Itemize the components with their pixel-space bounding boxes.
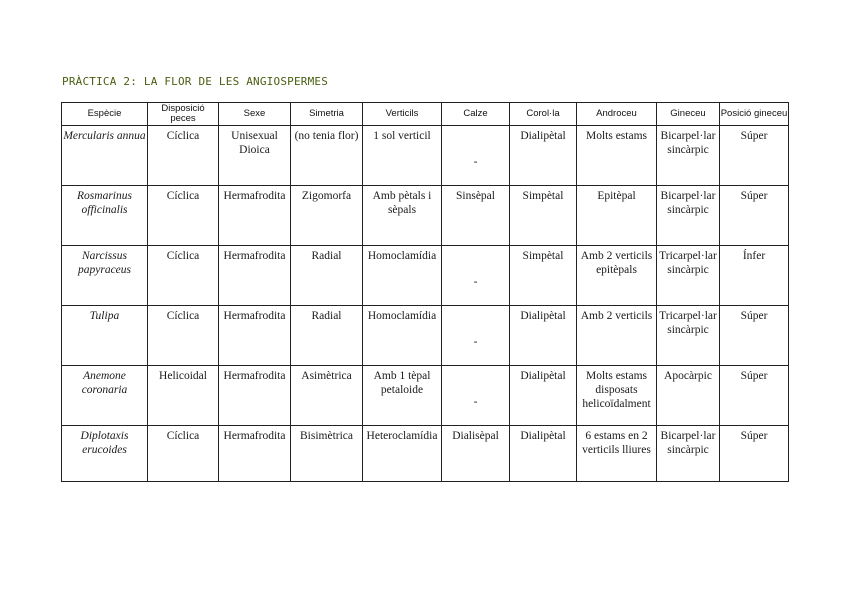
cell-verticils: Homoclamídia <box>363 246 442 306</box>
cell-androceu: Amb 2 verticils epitèpals <box>577 246 657 306</box>
cell-corola: Dialipètal <box>510 306 577 366</box>
cell-disposicio: Helicoidal <box>148 366 219 426</box>
table-row <box>62 246 789 306</box>
flower-table <box>61 102 789 482</box>
cell-posicio: Súper <box>720 126 789 186</box>
cell-simetria: Asimètrica <box>291 366 363 426</box>
cell-sexe: Hermafrodita <box>219 246 291 306</box>
table-row <box>62 186 789 246</box>
cell-especie: Mercularis annua <box>62 126 148 186</box>
cell-verticils: Amb 1 tèpal petaloide <box>363 366 442 426</box>
calze-value: - <box>473 336 478 348</box>
cell-androceu: 6 estams en 2 verticils lliures <box>577 426 657 482</box>
cell-corola: Simpètal <box>510 186 577 246</box>
cell-calze <box>442 306 510 366</box>
page-title: PRÀCTICA 2: LA FLOR DE LES ANGIOSPERMES <box>62 75 329 88</box>
cell-especie: Narcissus papyraceus <box>62 246 148 306</box>
cell-calze <box>442 246 510 306</box>
cell-calze: Dialisèpal <box>442 426 510 482</box>
cell-gineceu: Bicarpel·lar sincàrpic <box>657 426 720 482</box>
cell-disposicio: Cíclica <box>148 186 219 246</box>
cell-sexe: Hermafrodita <box>219 186 291 246</box>
cell-posicio: Súper <box>720 366 789 426</box>
cell-posicio: Súper <box>720 426 789 482</box>
table-row <box>62 126 789 186</box>
table-row <box>62 306 789 366</box>
cell-androceu: Molts estams <box>577 126 657 186</box>
cell-sexe: Hermafrodita <box>219 366 291 426</box>
table-row <box>62 426 789 482</box>
cell-calze <box>442 366 510 426</box>
calze-value: - <box>473 156 478 168</box>
header-row <box>62 103 789 126</box>
cell-disposicio: Cíclica <box>148 426 219 482</box>
cell-verticils: Homoclamídia <box>363 306 442 366</box>
cell-androceu: Molts estams disposats helicoïdalment <box>577 366 657 426</box>
header-calze: Calze <box>442 103 510 126</box>
calze-value: - <box>473 276 478 288</box>
cell-disposicio: Cíclica <box>148 306 219 366</box>
cell-gineceu: Apocàrpic <box>657 366 720 426</box>
header-androceu: Androceu <box>577 103 657 126</box>
header-corola: Corol·la <box>510 103 577 126</box>
calze-value: - <box>473 396 478 408</box>
header-gineceu: Gineceu <box>657 103 720 126</box>
cell-corola: Simpètal <box>510 246 577 306</box>
cell-simetria: (no tenia flor) <box>291 126 363 186</box>
cell-especie: Rosmarinus officinalis <box>62 186 148 246</box>
cell-disposicio: Cíclica <box>148 246 219 306</box>
cell-sexe: Unisexual Dioica <box>219 126 291 186</box>
cell-simetria: Radial <box>291 306 363 366</box>
header-simetria: Simetria <box>291 103 363 126</box>
cell-verticils: Amb pètals i sèpals <box>363 186 442 246</box>
cell-disposicio: Cíclica <box>148 126 219 186</box>
cell-simetria: Radial <box>291 246 363 306</box>
table-row <box>62 366 789 426</box>
header-disposicio: Disposició peces <box>148 103 219 126</box>
cell-simetria: Bisimètrica <box>291 426 363 482</box>
cell-especie: Anemone coronaria <box>62 366 148 426</box>
cell-posicio: Súper <box>720 186 789 246</box>
cell-corola: Dialipètal <box>510 366 577 426</box>
cell-posicio: Súper <box>720 306 789 366</box>
header-posicio: Posició gineceu <box>720 103 789 126</box>
cell-calze <box>442 126 510 186</box>
cell-especie: Diplotaxis erucoides <box>62 426 148 482</box>
cell-corola: Dialipètal <box>510 126 577 186</box>
cell-sexe: Hermafrodita <box>219 306 291 366</box>
cell-verticils: Heteroclamídia <box>363 426 442 482</box>
cell-corola: Dialipètal <box>510 426 577 482</box>
cell-gineceu: Bicarpel·lar sincàrpic <box>657 126 720 186</box>
cell-posicio: Ínfer <box>720 246 789 306</box>
cell-gineceu: Bicarpel·lar sincàrpic <box>657 186 720 246</box>
header-especie: Espècie <box>62 103 148 126</box>
cell-androceu: Epitèpal <box>577 186 657 246</box>
cell-verticils: 1 sol verticil <box>363 126 442 186</box>
cell-gineceu: Tricarpel·lar sincàrpic <box>657 306 720 366</box>
cell-gineceu: Tricarpel·lar sincàrpic <box>657 246 720 306</box>
cell-androceu: Amb 2 verticils <box>577 306 657 366</box>
cell-especie: Tulipa <box>62 306 148 366</box>
header-sexe: Sexe <box>219 103 291 126</box>
header-verticils: Verticils <box>363 103 442 126</box>
cell-calze: Sinsèpal <box>442 186 510 246</box>
cell-sexe: Hermafrodita <box>219 426 291 482</box>
cell-simetria: Zigomorfa <box>291 186 363 246</box>
